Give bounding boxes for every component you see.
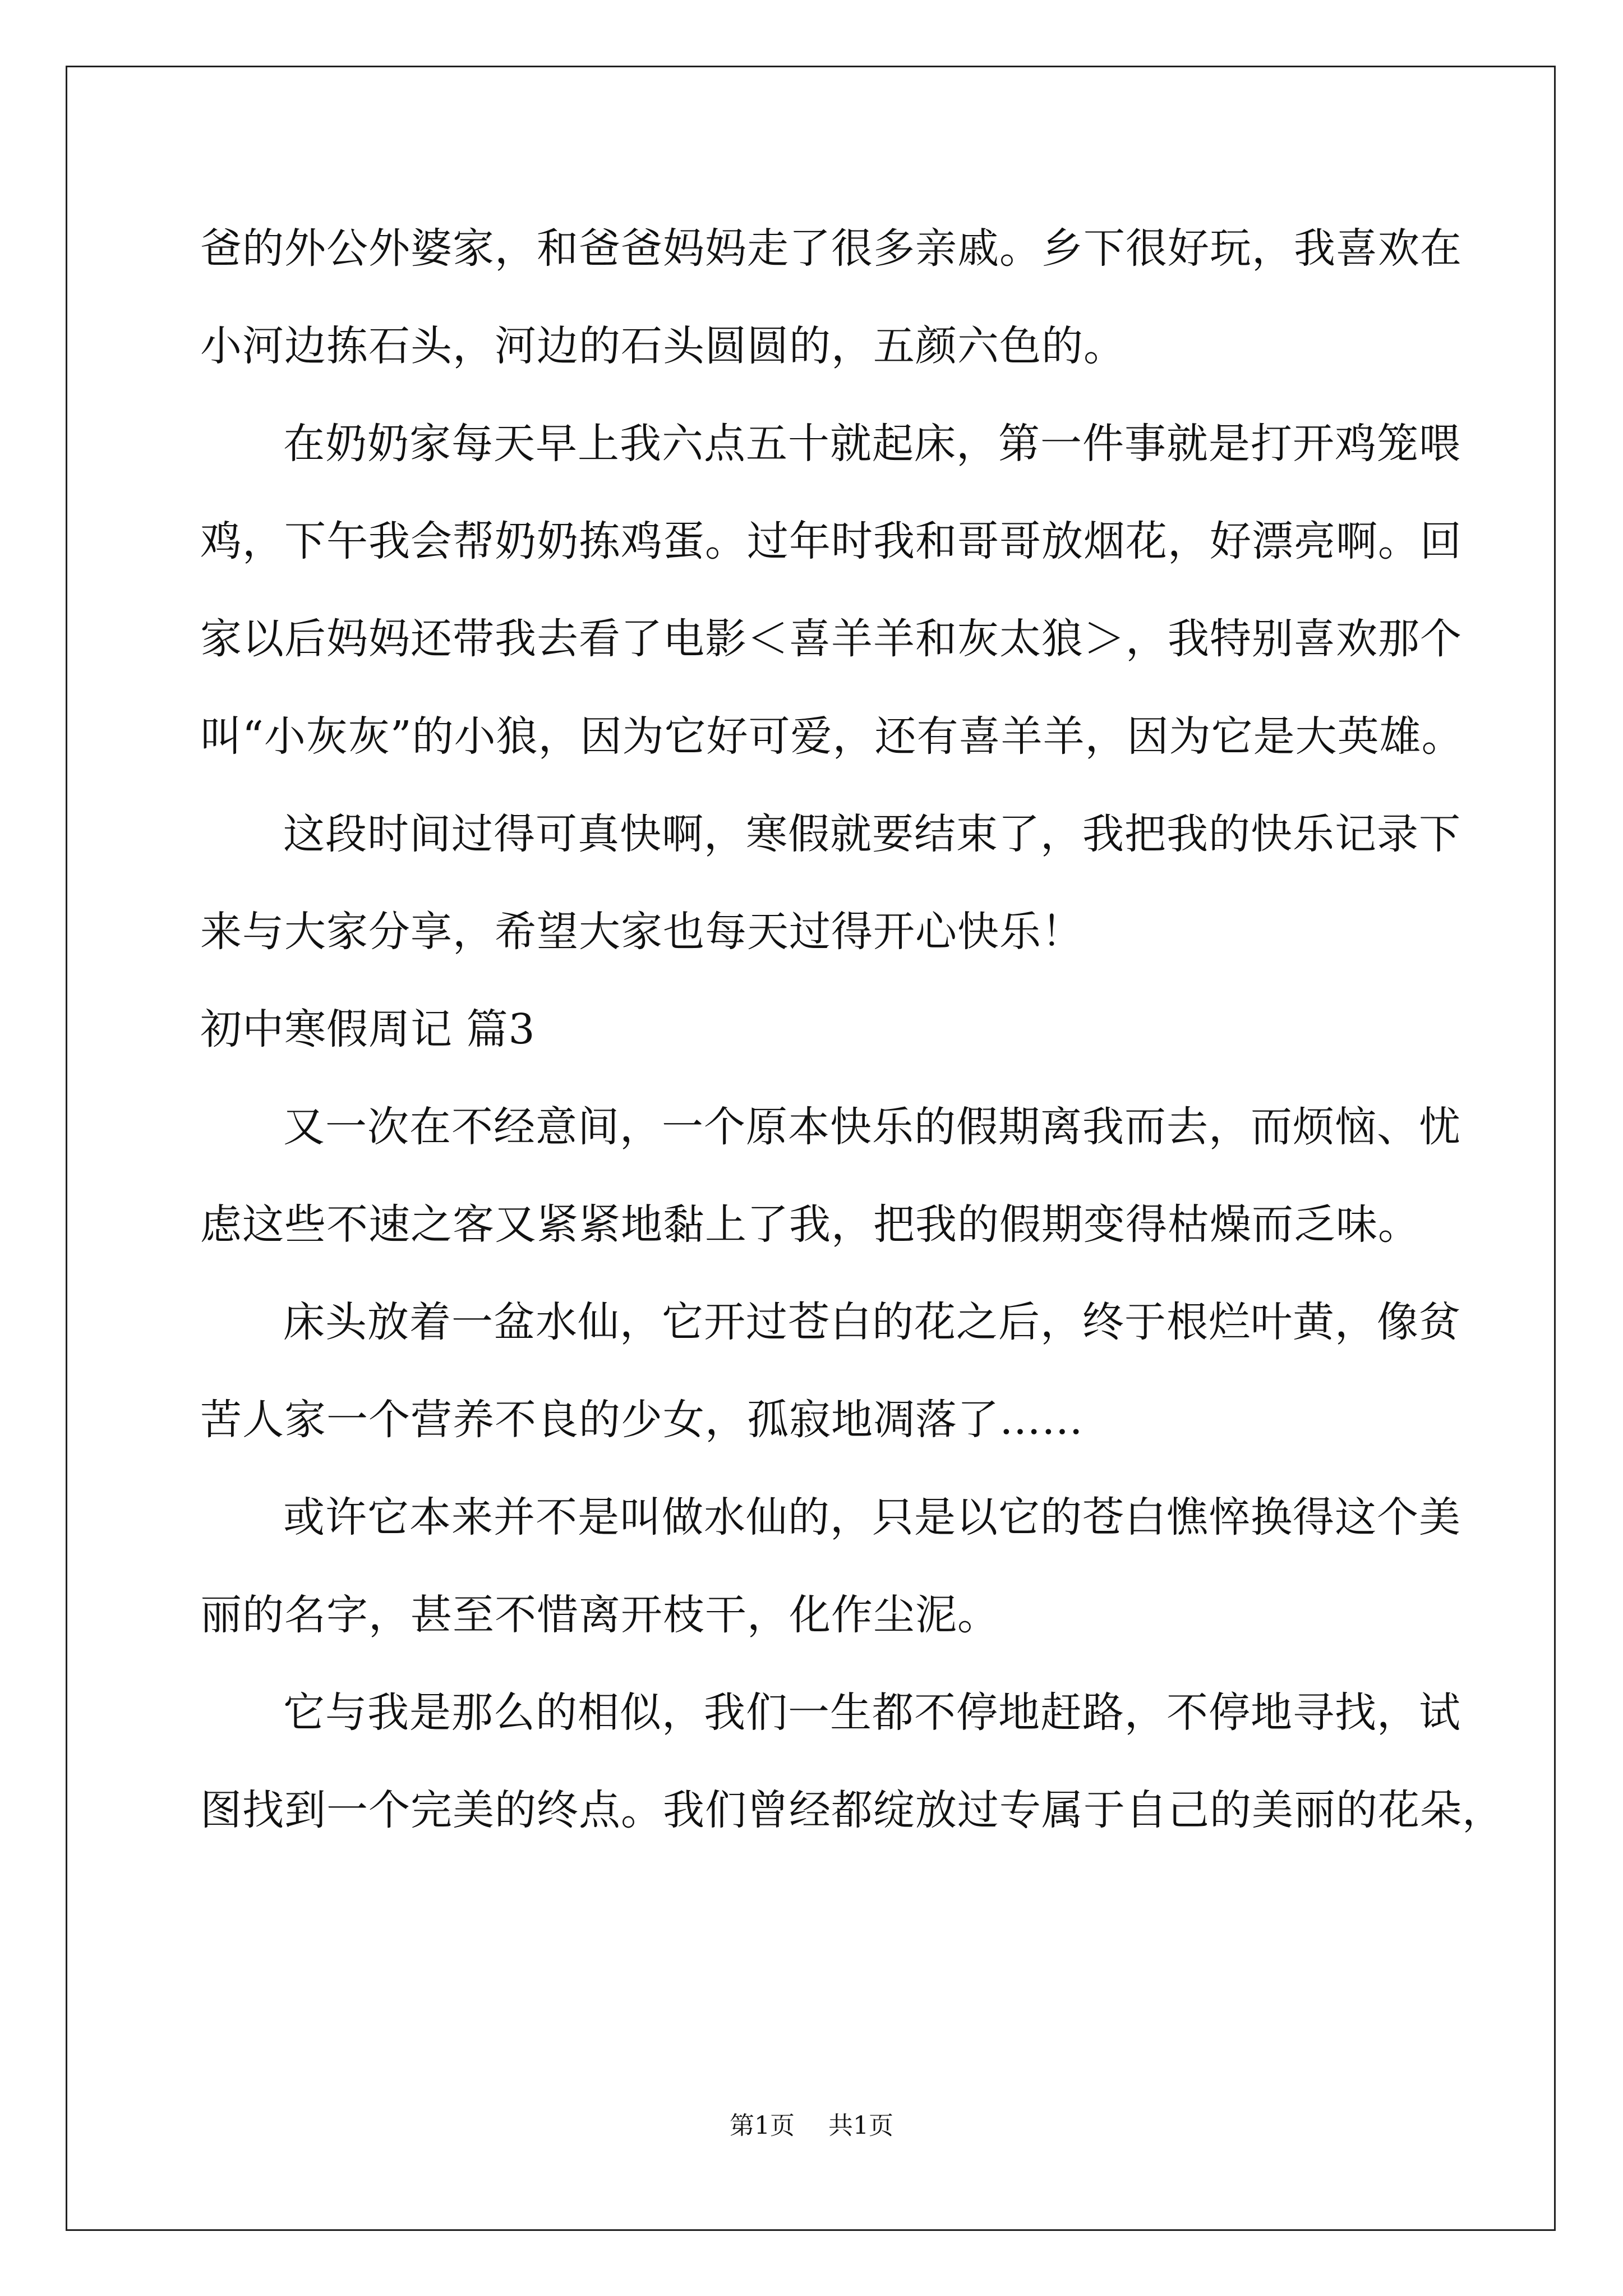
paragraph-start-line: 又一次在不经意间，一个原本快乐的假期离我而去，而烦恼、忧 <box>283 1103 1461 1151</box>
document-body <box>200 200 1504 1859</box>
paragraph-start-line: 这段时间过得可真快啊，寒假就要结束了，我把我的快乐记录下 <box>283 810 1461 858</box>
text-line: 苦人家一个营养不良的少女，孤寂地凋落了…… <box>200 1396 1083 1444</box>
paragraph-start-line: 它与我是那么的相似，我们一生都不停地赶路，不停地寻找，试 <box>283 1688 1461 1737</box>
page-number: 第1页 <box>730 2111 795 2140</box>
section-heading: 初中寒假周记 篇3 <box>200 1005 536 1053</box>
text-line: 爸的外公外婆家，和爸爸妈妈走了很多亲戚。乡下很好玩，我喜欢在 <box>200 224 1462 273</box>
text-line: 鸡，下午我会帮奶奶拣鸡蛋。过年时我和哥哥放烟花，好漂亮啊。回 <box>200 517 1462 565</box>
text-line: 叫“小灰灰”的小狼，因为它好可爱，还有喜羊羊，因为它是大英雄。 <box>200 712 1464 761</box>
text-line: 图找到一个完美的终点。我们曾经都绽放过专属于自己的美丽的花朵， <box>200 1786 1504 1834</box>
page-total: 共1页 <box>828 2111 893 2140</box>
text-line: 虑这些不速之客又紧紧地黏上了我，把我的假期变得枯燥而乏味。 <box>200 1200 1420 1249</box>
paragraph-start-line: 或许它本来并不是叫做水仙的，只是以它的苍白憔悴换得这个美 <box>283 1493 1461 1542</box>
text-line: 来与大家分享，希望大家也每天过得开心快乐！ <box>200 908 1083 956</box>
text-line: 小河边拣石头，河边的石头圆圆的，五颜六色的。 <box>200 322 1126 370</box>
text-line: 丽的名字，甚至不惜离开枝干，化作尘泥。 <box>200 1591 999 1639</box>
paragraph-start-line: 床头放着一盆水仙，它开过苍白的花之后，终于根烂叶黄，像贫 <box>283 1298 1461 1346</box>
page-footer <box>0 2109 1623 2143</box>
paragraph-start-line: 在奶奶家每天早上我六点五十就起床，第一件事就是打开鸡笼喂 <box>283 420 1461 468</box>
text-line: 家以后妈妈还带我去看了电影＜喜羊羊和灰太狼＞，我特别喜欢那个 <box>200 615 1462 663</box>
